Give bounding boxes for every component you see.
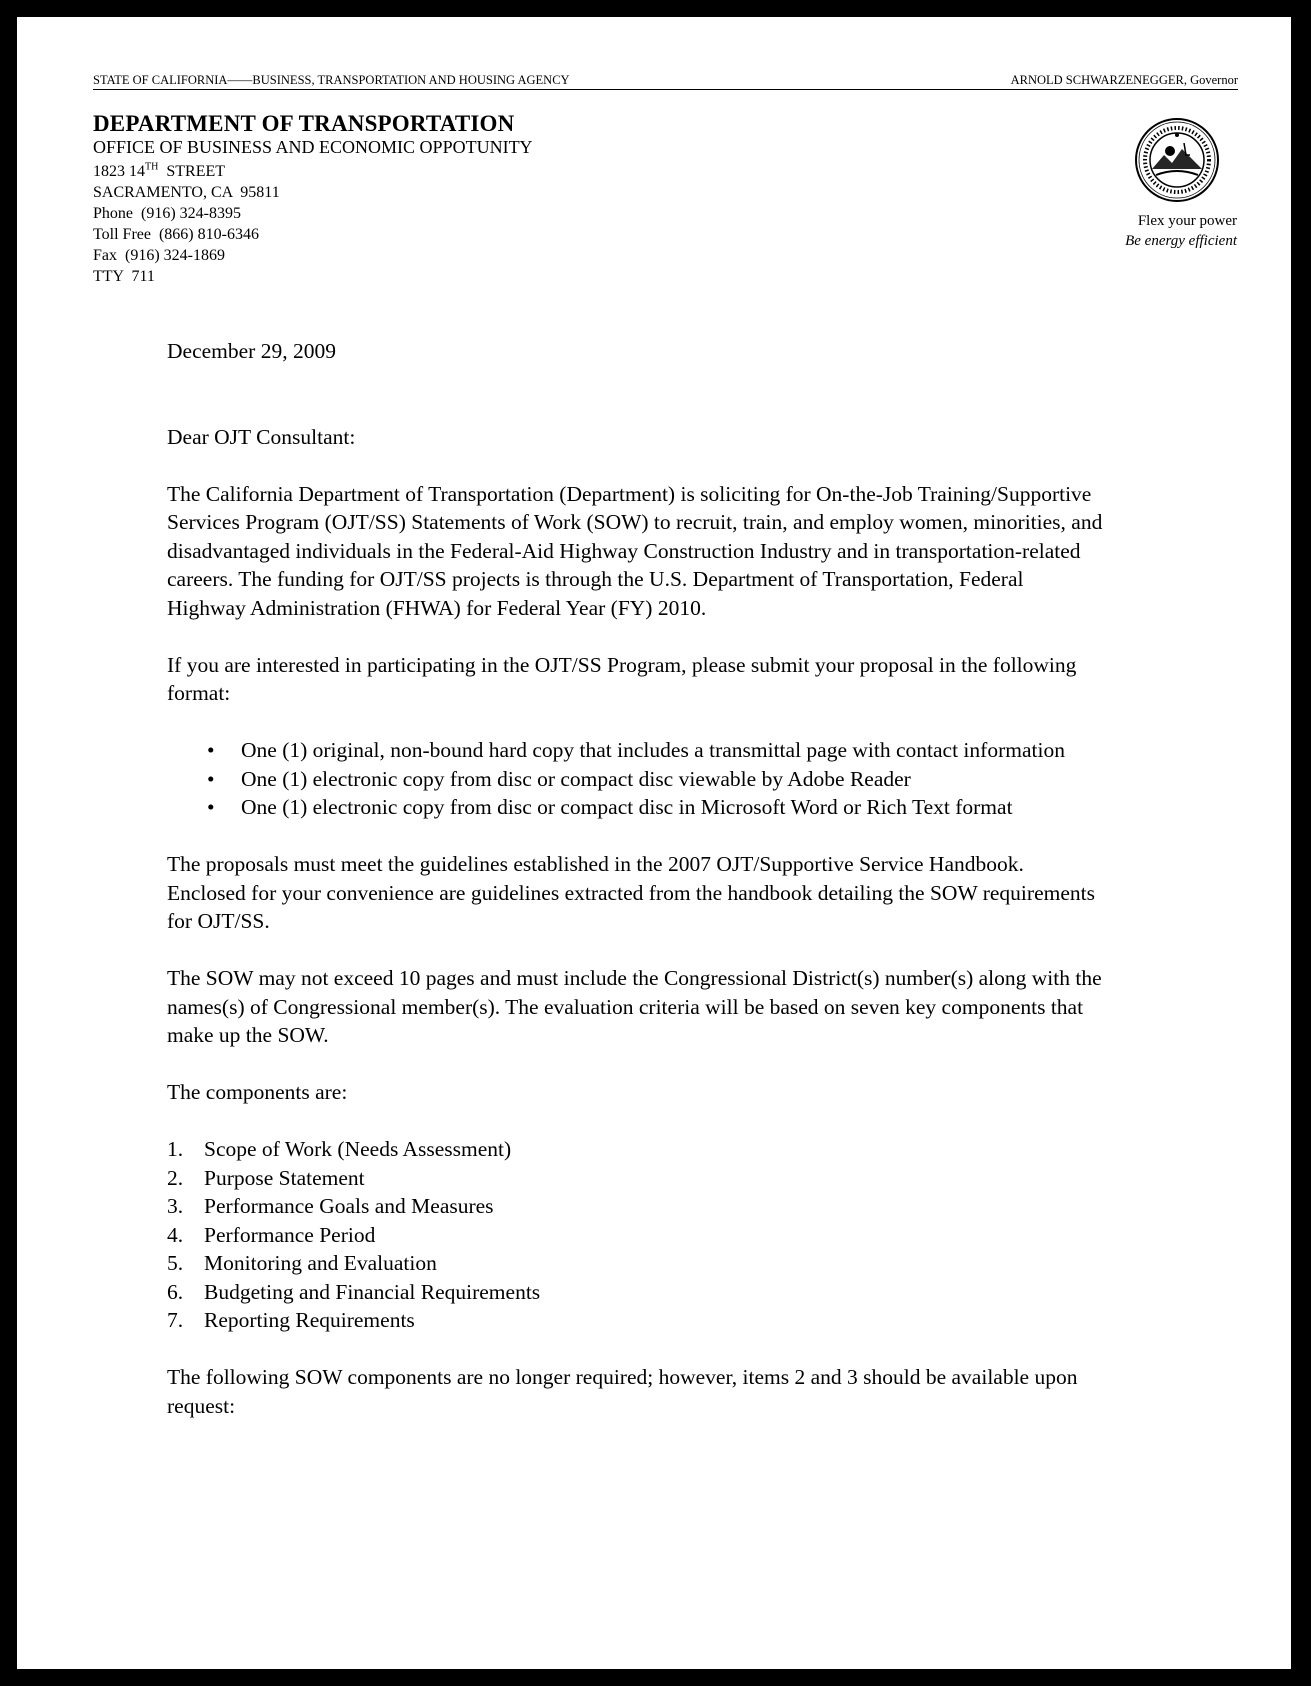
- list-item: [167, 793, 1107, 822]
- item-number: 5.: [167, 1251, 184, 1275]
- letter-body: [167, 337, 1107, 1449]
- salutation: Dear OJT Consultant:: [167, 424, 356, 449]
- list-item: [167, 736, 1107, 765]
- item-number: 4.: [167, 1222, 184, 1247]
- list-item: [167, 1164, 1107, 1193]
- street-ordinal: TH: [145, 161, 159, 173]
- paragraph-intro: The California Department of Transportation (Department) is soliciting for On-the-Job Training/Supportive Services Program (OJT/SS) Statements of Work (SOW) to recruit, train, and employ women, minorities, and disadvantaged individuals in the Federal-Aid Highway Construction Industry and in transportation-related careers. The funding for OJT/SS projects is through the U.S. Department of Transportation, Federal Highway Administration (FHWA) for Federal Year (FY) 2010.: [167, 481, 1103, 620]
- item-text: Scope of Work (Needs Assessment): [204, 1137, 512, 1161]
- item-number: 1.: [167, 1137, 184, 1161]
- item-text: Purpose Statement: [204, 1165, 365, 1190]
- fax-line: Fax (916) 324-1869: [93, 247, 225, 264]
- item-text: Reporting Requirements: [204, 1308, 415, 1332]
- paragraph-components-intro: The components are:: [167, 1080, 348, 1104]
- street-name: STREET: [158, 163, 226, 180]
- governor-name: ARNOLD SCHWARZENEGGER, Governor: [1010, 73, 1238, 87]
- tty-line: TTY 711: [93, 268, 155, 285]
- letter-page: [17, 17, 1291, 1669]
- bullet-icon: •: [207, 795, 215, 819]
- paragraph-sow-limits: The SOW may not exceed 10 pages and must include the Congressional District(s) number(s) along with the names(s) of Congressional member(s). The evaluation criteria will be based on seven key components that make up the SOW.: [167, 966, 1102, 1047]
- bullet-text: One (1) electronic copy from disc or compact disc viewable by Adobe Reader: [241, 766, 911, 791]
- california-state-seal-icon: [1134, 117, 1220, 203]
- format-bullet-list: [167, 736, 1107, 822]
- paragraph-submission: If you are interested in participating in the OJT/SS Program, please submit your proposal in the following format:: [167, 652, 1077, 705]
- components-numbered-list: [167, 1135, 1107, 1335]
- item-text: Monitoring and Evaluation: [204, 1251, 437, 1275]
- street-line: [93, 161, 280, 182]
- office-name: OFFICE OF BUSINESS AND ECONOMIC OPPOTUNITY: [93, 137, 533, 157]
- city-line: SACRAMENTO, CA 95811: [93, 184, 280, 201]
- bullet-icon: •: [207, 738, 215, 762]
- bullet-icon: •: [207, 766, 215, 791]
- item-text: Performance Goals and Measures: [204, 1194, 494, 1218]
- paragraph-guidelines: The proposals must meet the guidelines established in the 2007 OJT/Supportive Service Handbook. Enclosed for your convenience are guidelines extracted from the handbook detailing the SOW requirements for OJT/SS.: [167, 852, 1095, 933]
- address-block: [93, 161, 280, 287]
- item-number: 7.: [167, 1308, 184, 1332]
- list-item: [167, 1192, 1107, 1221]
- item-text: Performance Period: [204, 1222, 376, 1247]
- phone-line: Phone (916) 324-8395: [93, 205, 241, 222]
- department-title: DEPARTMENT OF TRANSPORTATION: [93, 111, 515, 136]
- list-item: [167, 765, 1107, 794]
- slogan-block: [1077, 211, 1237, 251]
- list-item: [167, 1221, 1107, 1250]
- list-item: [167, 1135, 1107, 1164]
- bullet-text: One (1) original, non-bound hard copy that includes a transmittal page with contact information: [241, 738, 1065, 762]
- bullet-text: One (1) electronic copy from disc or compact disc in Microsoft Word or Rich Text format: [241, 795, 1013, 819]
- item-number: 3.: [167, 1194, 184, 1218]
- list-item: [167, 1306, 1107, 1335]
- slogan-line-2: Be energy efficient: [1125, 233, 1237, 249]
- toll-free-line: Toll Free (866) 810-6346: [93, 226, 259, 243]
- list-item: [167, 1278, 1107, 1307]
- letter-date: December 29, 2009: [167, 339, 336, 363]
- slogan-line-1: Flex your power: [1137, 213, 1237, 229]
- agency-name: STATE OF CALIFORNIA——BUSINESS, TRANSPORTATION AND HOUSING AGENCY: [93, 73, 570, 87]
- list-item: [167, 1249, 1107, 1278]
- paragraph-no-longer-required: The following SOW components are no longer required; however, items 2 and 3 should be available upon request:: [167, 1365, 1078, 1418]
- item-number: 6.: [167, 1279, 184, 1304]
- street-number: 1823 14: [93, 163, 145, 180]
- letterhead-top-line: [93, 71, 1238, 90]
- item-number: 2.: [167, 1165, 184, 1190]
- item-text: Budgeting and Financial Requirements: [204, 1279, 541, 1304]
